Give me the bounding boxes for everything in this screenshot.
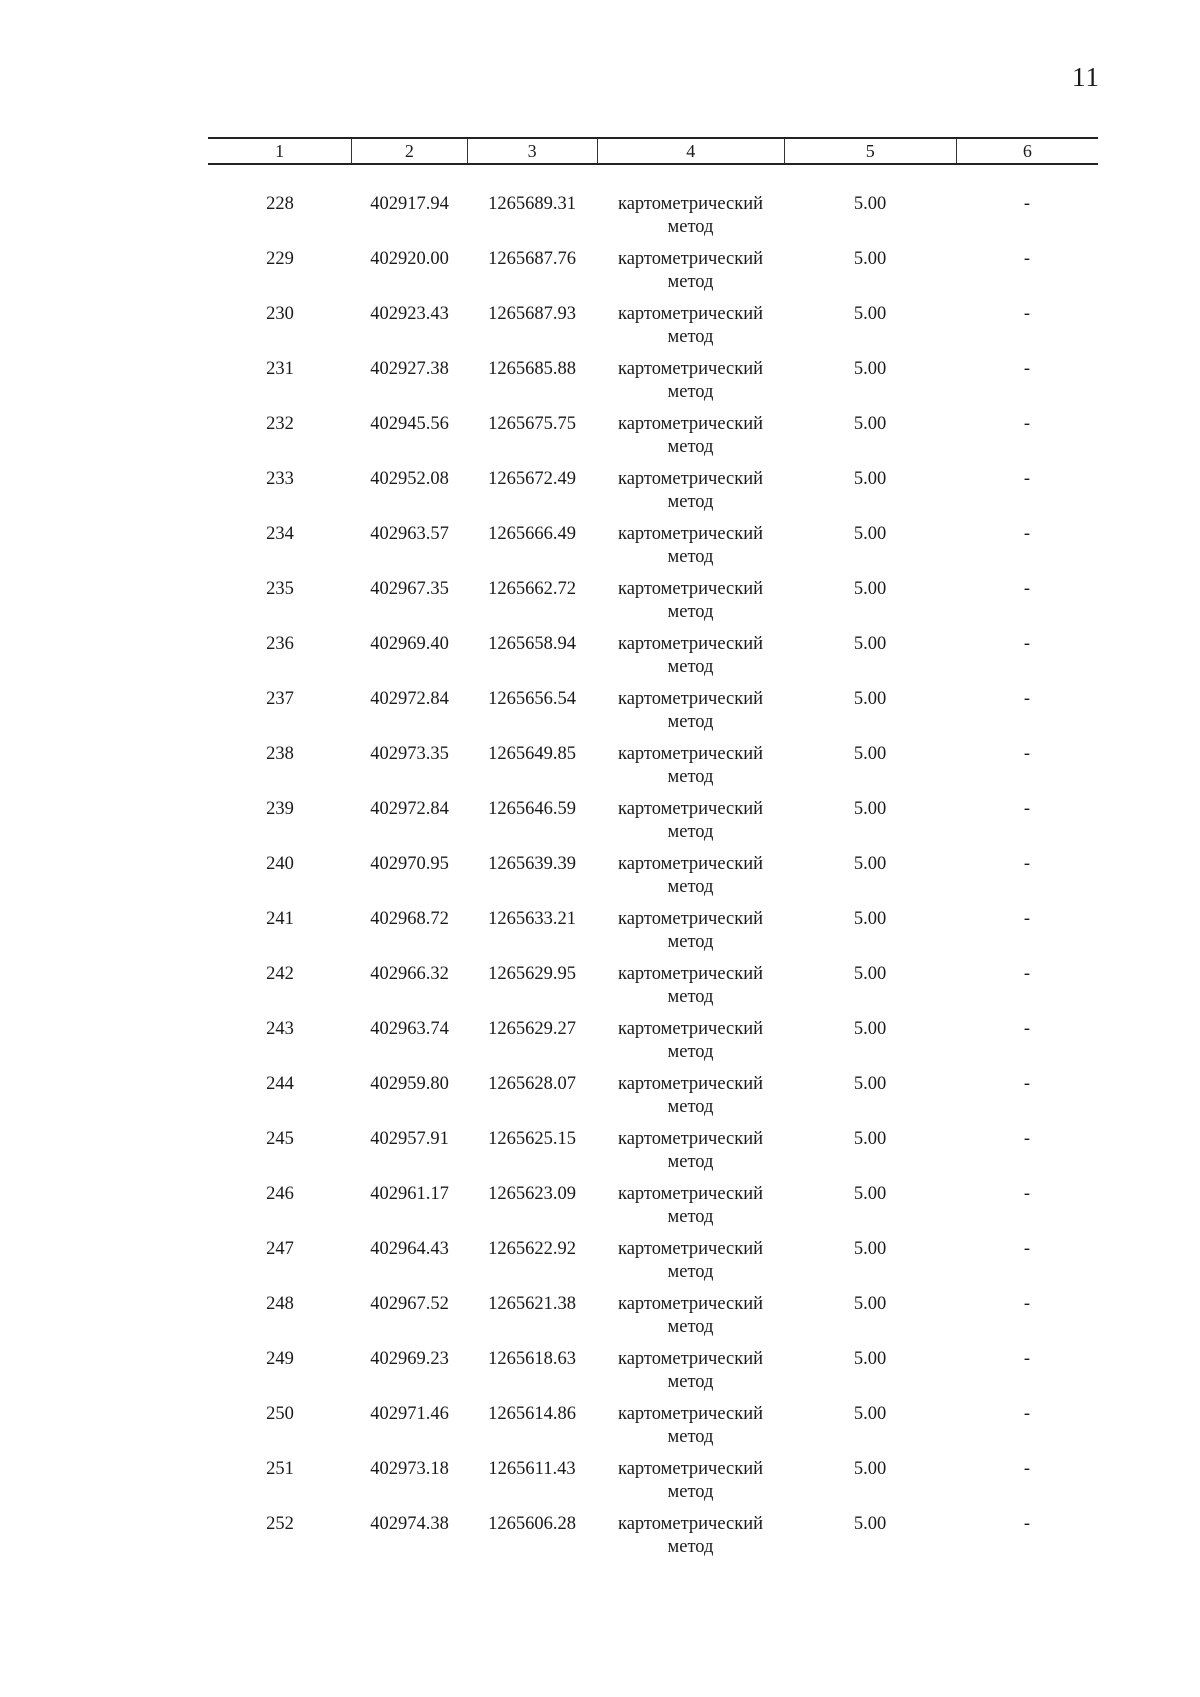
x-coordinate-cell: 402917.94 bbox=[370, 194, 449, 214]
method-cell bbox=[597, 468, 784, 523]
column-header-5: 5 bbox=[785, 139, 957, 163]
y-coordinate-cell: 1265639.39 bbox=[488, 854, 576, 874]
method-line-1: картометрический bbox=[617, 304, 764, 324]
column-header-6: 6 bbox=[1022, 141, 1032, 161]
y-coordinate-cell: 1265658.94 bbox=[488, 634, 576, 654]
y-coordinate-cell: 1265622.92 bbox=[488, 1239, 576, 1259]
note-cell: - bbox=[1023, 1294, 1031, 1314]
x-coordinate-cell: 402973.18 bbox=[370, 1459, 449, 1479]
method-line-1: картометрический bbox=[617, 799, 764, 819]
accuracy-cell: 5.00 bbox=[853, 194, 887, 214]
method-line-2: метод bbox=[667, 547, 714, 567]
column-header-3: 3 bbox=[468, 139, 598, 163]
x-coordinate-cell: 402963.57 bbox=[370, 524, 449, 544]
method-line-2: метод bbox=[667, 327, 714, 347]
accuracy-cell: 5.00 bbox=[853, 469, 887, 489]
method-line-1: картометрический bbox=[617, 469, 764, 489]
accuracy-cell: 5.00 bbox=[853, 634, 887, 654]
point-number-cell: 251 bbox=[266, 1459, 294, 1479]
table-row bbox=[208, 1018, 1098, 1073]
method-line-2: метод bbox=[667, 657, 714, 677]
note-cell: - bbox=[1023, 1459, 1031, 1479]
point-number-cell: 240 bbox=[266, 854, 294, 874]
point-number-cell: 230 bbox=[266, 304, 294, 324]
column-header-2: 2 bbox=[352, 139, 467, 163]
table-row bbox=[208, 963, 1098, 1018]
method-cell bbox=[597, 853, 784, 908]
method-cell bbox=[597, 1458, 784, 1513]
note-cell: - bbox=[1023, 414, 1031, 434]
note-cell: - bbox=[1023, 249, 1031, 269]
method-line-2: метод bbox=[667, 767, 714, 787]
y-coordinate-cell: 1265614.86 bbox=[488, 1404, 576, 1424]
table-body bbox=[208, 193, 1098, 1568]
y-coordinate-cell: 1265629.27 bbox=[488, 1019, 576, 1039]
point-number-cell: 235 bbox=[266, 579, 294, 599]
method-line-1: картометрический bbox=[617, 1129, 764, 1149]
y-coordinate-cell: 1265629.95 bbox=[488, 964, 576, 984]
method-line-2: метод bbox=[667, 272, 714, 292]
accuracy-cell: 5.00 bbox=[853, 854, 887, 874]
method-line-1: картометрический bbox=[617, 1514, 764, 1534]
point-number-cell: 236 bbox=[266, 634, 294, 654]
method-line-1: картометрический bbox=[617, 1184, 764, 1204]
note-cell: - bbox=[1023, 854, 1031, 874]
note-cell: - bbox=[1023, 1184, 1031, 1204]
x-coordinate-cell: 402969.40 bbox=[370, 634, 449, 654]
y-coordinate-cell: 1265606.28 bbox=[488, 1514, 576, 1534]
note-cell: - bbox=[1023, 469, 1031, 489]
method-line-2: метод bbox=[667, 492, 714, 512]
point-number-cell: 245 bbox=[266, 1129, 294, 1149]
table-row bbox=[208, 688, 1098, 743]
table-row bbox=[208, 358, 1098, 413]
method-cell bbox=[597, 908, 784, 963]
x-coordinate-cell: 402971.46 bbox=[370, 1404, 449, 1424]
table-row bbox=[208, 1238, 1098, 1293]
method-line-1: картометрический bbox=[617, 964, 764, 984]
method-line-1: картометрический bbox=[617, 524, 764, 544]
y-coordinate-cell: 1265649.85 bbox=[488, 744, 576, 764]
x-coordinate-cell: 402952.08 bbox=[370, 469, 449, 489]
note-cell: - bbox=[1023, 909, 1031, 929]
note-cell: - bbox=[1023, 194, 1031, 214]
method-cell bbox=[597, 688, 784, 743]
x-coordinate-cell: 402973.35 bbox=[370, 744, 449, 764]
x-coordinate-cell: 402972.84 bbox=[370, 799, 449, 819]
method-cell bbox=[597, 743, 784, 798]
accuracy-cell: 5.00 bbox=[853, 1514, 887, 1534]
accuracy-cell: 5.00 bbox=[853, 909, 887, 929]
method-line-1: картометрический bbox=[617, 249, 764, 269]
table-row bbox=[208, 633, 1098, 688]
table-row bbox=[208, 1403, 1098, 1458]
method-line-1: картометрический bbox=[617, 634, 764, 654]
method-cell bbox=[597, 1183, 784, 1238]
table-row bbox=[208, 578, 1098, 633]
accuracy-cell: 5.00 bbox=[853, 1074, 887, 1094]
note-cell: - bbox=[1023, 304, 1031, 324]
method-cell bbox=[597, 633, 784, 688]
note-cell: - bbox=[1023, 524, 1031, 544]
note-cell: - bbox=[1023, 1514, 1031, 1534]
method-line-2: метод bbox=[667, 1262, 714, 1282]
accuracy-cell: 5.00 bbox=[853, 359, 887, 379]
accuracy-cell: 5.00 bbox=[853, 1019, 887, 1039]
note-cell: - bbox=[1023, 1239, 1031, 1259]
accuracy-cell: 5.00 bbox=[853, 1129, 887, 1149]
note-cell: - bbox=[1023, 1404, 1031, 1424]
method-line-2: метод bbox=[667, 1152, 714, 1172]
y-coordinate-cell: 1265623.09 bbox=[488, 1184, 576, 1204]
note-cell: - bbox=[1023, 634, 1031, 654]
point-number-cell: 252 bbox=[266, 1514, 294, 1534]
point-number-cell: 233 bbox=[266, 469, 294, 489]
method-cell bbox=[597, 1403, 784, 1458]
method-line-2: метод bbox=[667, 602, 714, 622]
y-coordinate-cell: 1265628.07 bbox=[488, 1074, 576, 1094]
note-cell: - bbox=[1023, 689, 1031, 709]
method-line-1: картометрический bbox=[617, 1404, 764, 1424]
y-coordinate-cell: 1265685.88 bbox=[488, 359, 576, 379]
accuracy-cell: 5.00 bbox=[853, 1349, 887, 1369]
method-line-1: картометрический bbox=[617, 414, 764, 434]
table-row bbox=[208, 1458, 1098, 1513]
y-coordinate-cell: 1265689.31 bbox=[488, 194, 576, 214]
point-number-cell: 238 bbox=[266, 744, 294, 764]
accuracy-cell: 5.00 bbox=[853, 414, 887, 434]
method-cell bbox=[597, 248, 784, 303]
table-row bbox=[208, 303, 1098, 358]
accuracy-cell: 5.00 bbox=[853, 1404, 887, 1424]
y-coordinate-cell: 1265687.76 bbox=[488, 249, 576, 269]
accuracy-cell: 5.00 bbox=[853, 1459, 887, 1479]
note-cell: - bbox=[1023, 799, 1031, 819]
y-coordinate-cell: 1265672.49 bbox=[488, 469, 576, 489]
method-cell bbox=[597, 1293, 784, 1348]
table-row bbox=[208, 1073, 1098, 1128]
y-coordinate-cell: 1265618.63 bbox=[488, 1349, 576, 1369]
method-line-1: картометрический bbox=[617, 1349, 764, 1369]
y-coordinate-cell: 1265646.59 bbox=[488, 799, 576, 819]
table-row bbox=[208, 1293, 1098, 1348]
table-row bbox=[208, 1513, 1098, 1568]
method-line-1: картометрический bbox=[617, 909, 764, 929]
point-number-cell: 243 bbox=[266, 1019, 294, 1039]
point-number-cell: 234 bbox=[266, 524, 294, 544]
method-line-2: метод bbox=[667, 712, 714, 732]
method-cell bbox=[597, 413, 784, 468]
method-cell bbox=[597, 963, 784, 1018]
y-coordinate-cell: 1265656.54 bbox=[488, 689, 576, 709]
table-row bbox=[208, 1128, 1098, 1183]
point-number-cell: 242 bbox=[266, 964, 294, 984]
method-cell bbox=[597, 1348, 784, 1403]
method-cell bbox=[597, 1128, 784, 1183]
note-cell: - bbox=[1023, 1074, 1031, 1094]
accuracy-cell: 5.00 bbox=[853, 1239, 887, 1259]
method-cell bbox=[597, 358, 784, 413]
accuracy-cell: 5.00 bbox=[853, 1294, 887, 1314]
note-cell: - bbox=[1023, 1019, 1031, 1039]
page-number: 11 bbox=[1072, 62, 1100, 92]
method-line-1: картометрический bbox=[617, 744, 764, 764]
method-line-2: метод bbox=[667, 1097, 714, 1117]
method-cell bbox=[597, 1018, 784, 1073]
method-cell bbox=[597, 1238, 784, 1293]
method-line-1: картометрический bbox=[617, 194, 764, 214]
method-line-2: метод bbox=[667, 1537, 714, 1557]
point-number-cell: 248 bbox=[266, 1294, 294, 1314]
accuracy-cell: 5.00 bbox=[853, 1184, 887, 1204]
point-number-cell: 231 bbox=[266, 359, 294, 379]
method-cell bbox=[597, 1513, 784, 1568]
x-coordinate-cell: 402959.80 bbox=[370, 1074, 449, 1094]
method-line-2: метод bbox=[667, 1427, 714, 1447]
x-coordinate-cell: 402964.43 bbox=[370, 1239, 449, 1259]
coordinates-table bbox=[208, 137, 1098, 1568]
table-row bbox=[208, 908, 1098, 963]
table-row bbox=[208, 468, 1098, 523]
point-number-cell: 241 bbox=[266, 909, 294, 929]
x-coordinate-cell: 402957.91 bbox=[370, 1129, 449, 1149]
y-coordinate-cell: 1265625.15 bbox=[488, 1129, 576, 1149]
method-line-2: метод bbox=[667, 1482, 714, 1502]
method-cell bbox=[597, 798, 784, 853]
point-number-cell: 229 bbox=[266, 249, 294, 269]
method-cell bbox=[597, 1073, 784, 1128]
y-coordinate-cell: 1265662.72 bbox=[488, 579, 576, 599]
table-row bbox=[208, 1348, 1098, 1403]
accuracy-cell: 5.00 bbox=[853, 249, 887, 269]
method-line-2: метод bbox=[667, 437, 714, 457]
point-number-cell: 250 bbox=[266, 1404, 294, 1424]
table-row bbox=[208, 523, 1098, 578]
table-row bbox=[208, 798, 1098, 853]
method-cell bbox=[597, 578, 784, 633]
y-coordinate-cell: 1265666.49 bbox=[488, 524, 576, 544]
point-number-cell: 228 bbox=[266, 194, 294, 214]
method-line-1: картометрический bbox=[617, 1239, 764, 1259]
x-coordinate-cell: 402974.38 bbox=[370, 1514, 449, 1534]
y-coordinate-cell: 1265611.43 bbox=[488, 1459, 576, 1479]
x-coordinate-cell: 402970.95 bbox=[370, 854, 449, 874]
y-coordinate-cell: 1265687.93 bbox=[488, 304, 576, 324]
method-line-2: метод bbox=[667, 822, 714, 842]
accuracy-cell: 5.00 bbox=[853, 799, 887, 819]
x-coordinate-cell: 402967.35 bbox=[370, 579, 449, 599]
method-line-2: метод bbox=[667, 1372, 714, 1392]
table-row bbox=[208, 743, 1098, 798]
y-coordinate-cell: 1265621.38 bbox=[488, 1294, 576, 1314]
method-line-2: метод bbox=[667, 987, 714, 1007]
point-number-cell: 249 bbox=[266, 1349, 294, 1369]
x-coordinate-cell: 402963.74 bbox=[370, 1019, 449, 1039]
method-line-1: картометрический bbox=[617, 689, 764, 709]
x-coordinate-cell: 402967.52 bbox=[370, 1294, 449, 1314]
method-line-2: метод bbox=[667, 1042, 714, 1062]
accuracy-cell: 5.00 bbox=[853, 964, 887, 984]
x-coordinate-cell: 402920.00 bbox=[370, 249, 449, 269]
method-cell bbox=[597, 303, 784, 358]
accuracy-cell: 5.00 bbox=[853, 579, 887, 599]
point-number-cell: 244 bbox=[266, 1074, 294, 1094]
method-line-1: картометрический bbox=[617, 359, 764, 379]
point-number-cell: 247 bbox=[266, 1239, 294, 1259]
method-line-2: метод bbox=[667, 217, 714, 237]
x-coordinate-cell: 402961.17 bbox=[370, 1184, 449, 1204]
method-cell bbox=[597, 193, 784, 248]
column-header-1: 1 bbox=[208, 139, 352, 163]
method-line-2: метод bbox=[667, 1207, 714, 1227]
point-number-cell: 239 bbox=[266, 799, 294, 819]
method-line-1: картометрический bbox=[617, 1074, 764, 1094]
y-coordinate-cell: 1265633.21 bbox=[488, 909, 576, 929]
method-line-2: метод bbox=[667, 382, 714, 402]
point-number-cell: 232 bbox=[266, 414, 294, 434]
x-coordinate-cell: 402966.32 bbox=[370, 964, 449, 984]
x-coordinate-cell: 402927.38 bbox=[370, 359, 449, 379]
accuracy-cell: 5.00 bbox=[853, 689, 887, 709]
note-cell: - bbox=[1023, 964, 1031, 984]
method-line-2: метод bbox=[667, 877, 714, 897]
table-row bbox=[208, 248, 1098, 303]
accuracy-cell: 5.00 bbox=[853, 744, 887, 764]
table-row bbox=[208, 193, 1098, 248]
x-coordinate-cell: 402945.56 bbox=[370, 414, 449, 434]
point-number-cell: 246 bbox=[266, 1184, 294, 1204]
table-header-row bbox=[208, 137, 1098, 165]
x-coordinate-cell: 402923.43 bbox=[370, 304, 449, 324]
x-coordinate-cell: 402968.72 bbox=[370, 909, 449, 929]
note-cell: - bbox=[1023, 1349, 1031, 1369]
column-header-4: 4 bbox=[598, 139, 785, 163]
accuracy-cell: 5.00 bbox=[853, 524, 887, 544]
x-coordinate-cell: 402969.23 bbox=[370, 1349, 449, 1369]
x-coordinate-cell: 402972.84 bbox=[370, 689, 449, 709]
method-line-1: картометрический bbox=[617, 1294, 764, 1314]
point-number-cell: 237 bbox=[266, 689, 294, 709]
note-cell: - bbox=[1023, 1129, 1031, 1149]
method-line-1: картометрический bbox=[617, 1019, 764, 1039]
note-cell: - bbox=[1023, 359, 1031, 379]
method-line-2: метод bbox=[667, 932, 714, 952]
method-line-1: картометрический bbox=[617, 579, 764, 599]
method-cell bbox=[597, 523, 784, 578]
method-line-2: метод bbox=[667, 1317, 714, 1337]
y-coordinate-cell: 1265675.75 bbox=[488, 414, 576, 434]
note-cell: - bbox=[1023, 579, 1031, 599]
table-row bbox=[208, 413, 1098, 468]
note-cell: - bbox=[1023, 744, 1031, 764]
table-row bbox=[208, 853, 1098, 908]
method-line-1: картометрический bbox=[617, 1459, 764, 1479]
accuracy-cell: 5.00 bbox=[853, 304, 887, 324]
table-row bbox=[208, 1183, 1098, 1238]
method-line-1: картометрический bbox=[617, 854, 764, 874]
